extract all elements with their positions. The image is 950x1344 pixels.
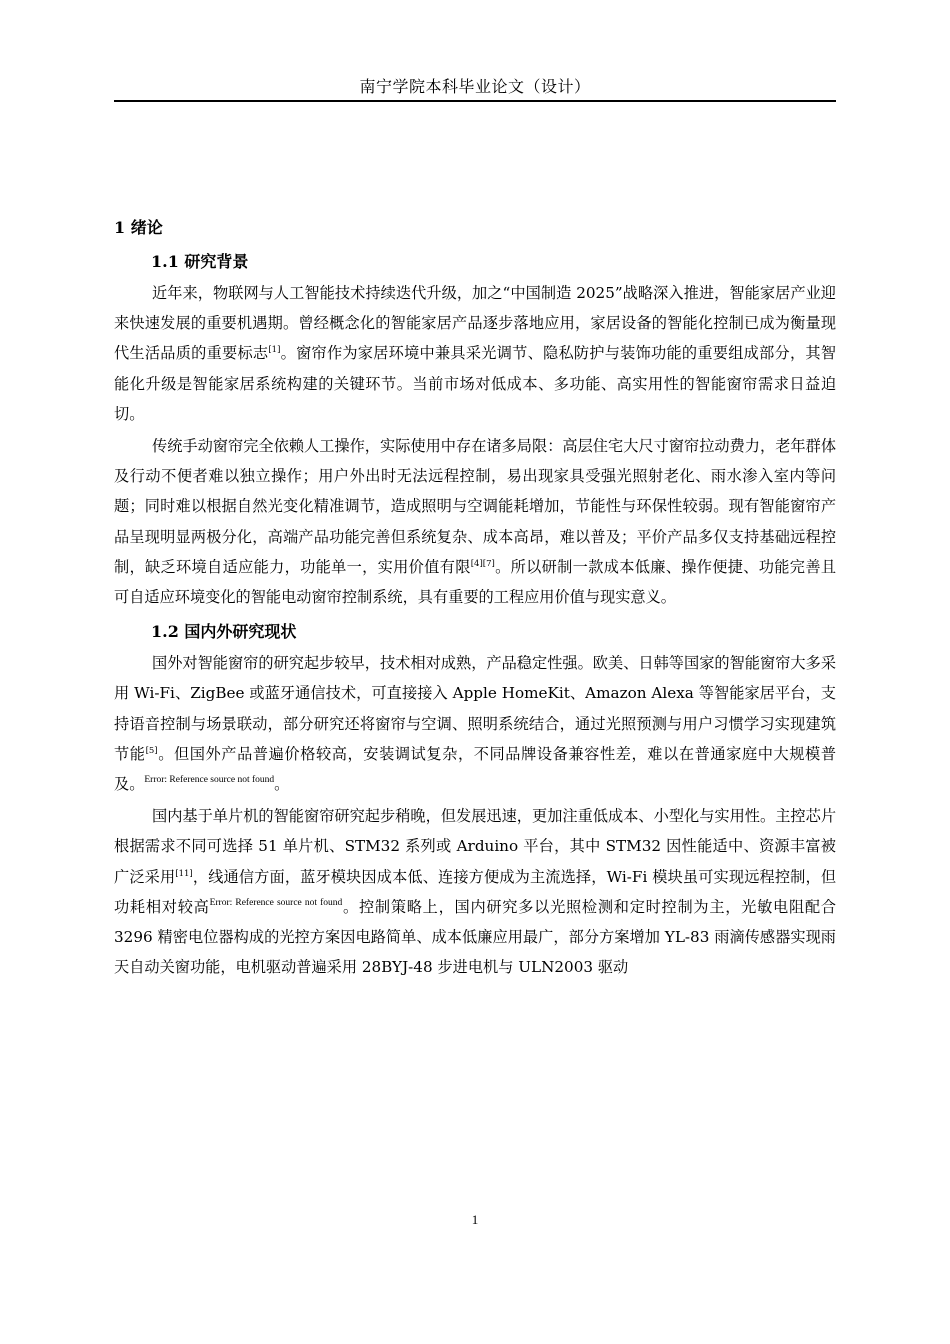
page-header: 南宁学院本科毕业论文（设计）: [359, 77, 591, 96]
body-paragraph: [114, 278, 836, 429]
paragraph-text: 国内基于单片机的智能窗帘研究起步稍晚，但发展迅速，更加注重低成本、小型化与实用性。主控芯片根据需求不同可选择 51 单片机、STM32 系列或 Arduino 平台，其中 STM32 因性能适中、资源丰富被广泛采用: [114, 807, 836, 886]
section-title: 1.1 研究背景: [151, 252, 249, 271]
chapter-title: 1 绪论: [114, 218, 163, 237]
reference-error: Error: Reference source not found: [144, 775, 275, 786]
page-number: 1: [471, 1212, 479, 1227]
document-body: [114, 214, 836, 984]
citation-ref: [5]: [145, 745, 158, 756]
body-paragraph: [114, 431, 836, 612]
paragraph-text: 。窗帘作为家居环境中兼具采光调节、隐私防护与装饰功能的重要组成部分，其智能化升级是智能家居系统构建的关键环节。当前市场对低成本、多功能、高实用性的智能窗帘需求日益迫切。: [114, 344, 837, 423]
paragraph-text: 。但国外产品普遍价格较高，安装调试复杂，不同品牌设备兼容性差，难以在普通家庭中大规模普及。: [114, 744, 837, 794]
section-title: 1.2 国内外研究现状: [151, 622, 297, 642]
paragraph-text: 。控制策略上，国内研究多以光照检测和定时控制为主，光敏电阻配合 3296 精密电位器构成的光控方案因电路简单、成本低廉应用最广，部分方案增加 YL-83 雨滴传感器实现雨天自动关窗功能，电机驱动普遍采用 28BYJ-48 步进电机与 ULN2003 驱动: [114, 897, 837, 977]
citation-ref: [11]: [175, 868, 193, 879]
reference-error: Error: Reference source not found: [209, 897, 343, 908]
paragraph-text: 国外对智能窗帘的研究起步较早，技术相对成熟，产品稳定性强。欧美、日韩等国家的智能窗帘大多采用 Wi-Fi、ZigBee 或蓝牙通信技术，可直接接入 Apple HomeKit、Amazon Alexa 等智能家居平台，支持语音控制与场景联动，部分研究还将窗帘与空调、照明系统结合，通过光照预测与用户习惯学习实现建筑节能: [114, 654, 836, 763]
paragraph-text: 。: [274, 775, 290, 794]
body-paragraph: [114, 801, 836, 982]
paragraph-text: 。所以研制一款成本低廉、操作便捷、功能完善且可自适应环境变化的智能电动窗帘控制系统，具有重要的工程应用价值与现实意义。: [114, 557, 837, 607]
citation-ref: [4][7]: [470, 558, 495, 569]
body-paragraph: [114, 648, 836, 799]
paragraph-text: 近年来，物联网与人工智能技术持续迭代升级，加之“中国制造 2025”战略深入推进，智能家居产业迎来快速发展的重要机遇期。曾经概念化的智能家居产品逐步落地应用，家居设备的智能化控制已成为衡量现代生活品质的重要标志: [114, 284, 836, 363]
citation-ref: [1]: [268, 345, 281, 356]
paragraph-text: 传统手动窗帘完全依赖人工操作，实际使用中存在诸多局限：高层住宅大尺寸窗帘拉动费力，老年群体及行动不便者难以独立操作；用户外出时无法远程控制，易出现家具受强光照射老化、雨水渗入室内等问题；同时难以根据自然光变化精准调节，造成照明与空调能耗增加，节能性与环保性较弱。现有智能窗帘产品呈现明显两极分化，高端产品功能完善但系统复杂、成本高昂，难以普及；平价产品多仅支持基础远程控制，缺乏环境自适应能力，功能单一，实用价值有限: [114, 437, 836, 576]
header-rule: [114, 100, 836, 102]
paragraph-text: ，线通信方面，蓝牙模块因成本低、连接方便成为主流选择，Wi-Fi 模块虽可实现远程控制，但功耗相对较高: [114, 867, 837, 916]
